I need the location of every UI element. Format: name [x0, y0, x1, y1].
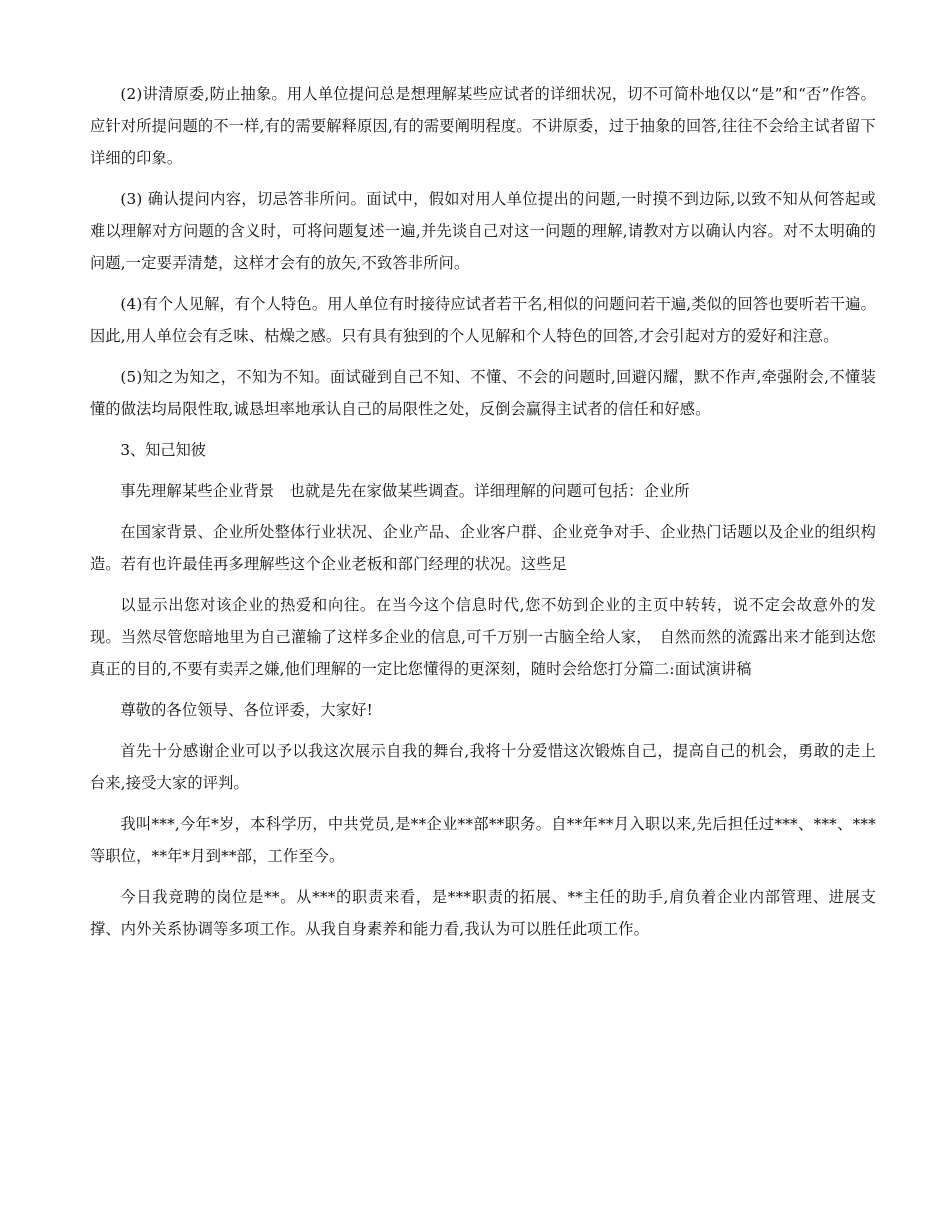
- paragraph-research-company: 事先理解某些企业背景 也就是先在家做某些调查。详细理解的问题可包括：企业所: [120, 482, 690, 500]
- paragraph-personal-view: (4)有个人见解，有个人特色。用人单位有时接待应试者若干名,相似的问题问若干遍,类似的回答也要听若干遍。因此,用人单位会有乏味、枯燥之感。只有具有独到的个人见解和个人特色的回答,才会引起对方的爱好和注意。: [90, 295, 876, 345]
- paragraph-show-interest: 以显示出您对该企业的热爱和向往。在当今这个信息时代,您不妨到企业的主页中转转，说不定会故意外的发现。当然尽管您暗地里为自己灌输了这样多企业的信息,可千万别一古脑全给人家， 自然而然的流露出来才能到达您真正的目的,不要有卖弄之嫌,他们理解的一定比您懂得的更深刻，随时会给您打分篇二:面试演讲稿: [90, 596, 876, 678]
- document-page: [90, 78, 876, 954]
- paragraph-company-background: 在国家背景、企业所处整体行业状况、企业产品、企业客户群、企业竞争对手、企业热门话题以及企业的组织构造。若有也许最佳再多理解些这个企业老板和部门经理的状况。这些足: [90, 523, 876, 573]
- paragraph-self-intro: 我叫***,今年*岁，本科学历，中共党员,是**企业**部**职务。自**年**月入职以来,先后担任过***、***、***等职位，**年*月到**部，工作至今。: [90, 815, 876, 865]
- paragraph-confirm-question: (3) 确认提问内容，切忌答非所问。面试中，假如对用人单位提出的问题,一时摸不到边际,以致不知从何答起或难以理解对方问题的含义时，可将问题复述一遍,并先谈自己对这一问题的理解,请教对方以确认内容。对不太明确的问题,一定要弄清楚，这样才会有的放矢,不致答非所问。: [90, 190, 876, 272]
- paragraph-honest-answer: (5)知之为知之，不知为不知。面试碰到自己不知、不懂、不会的问题时,回避闪耀，默不作声,牵强附会,不懂装懂的做法均局限性取,诚恳坦率地承认自己的局限性之处，反倒会赢得主试者的信任和好感。: [90, 368, 876, 418]
- paragraph-greeting: 尊敬的各位领导、各位评委，大家好!: [120, 701, 373, 719]
- paragraph-thanks: 首先十分感谢企业可以予以我这次展示自我的舞台,我将十分爱惜这次锻炼自己，提高自己的机会，勇敢的走上台来,接受大家的评判。: [90, 742, 876, 792]
- section-heading: 3、知己知彼: [120, 441, 206, 459]
- paragraph-position: 今日我竞聘的岗位是**。从***的职责来看，是***职责的拓展、**主任的助手,肩负着企业内部管理、进展支撑、内外关系协调等多项工作。从我自身素养和能力看,我认为可以胜任此项工作。: [90, 888, 876, 938]
- paragraph-explain-reasons: (2)讲清原委,防止抽象。用人单位提问总是想理解某些应试者的详细状况，切不可简朴地仅以“是”和“否”作答。应针对所提问题的不一样,有的需要解释原因,有的需要阐明程度。不讲原委，过于抽象的回答,往往不会给主试者留下详细的印象。: [90, 85, 876, 167]
